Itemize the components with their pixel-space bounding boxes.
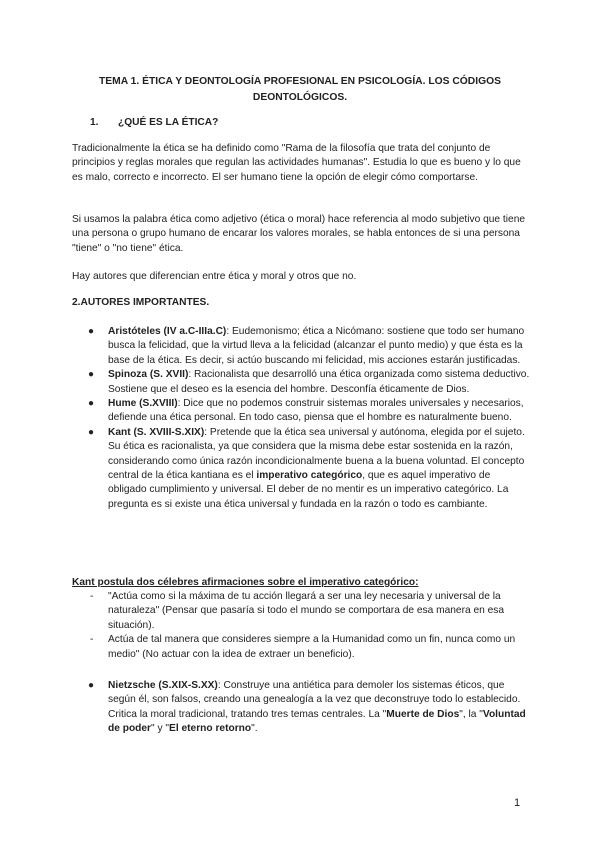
kant-quote-item bbox=[90, 633, 528, 662]
page-number: 1 bbox=[514, 797, 521, 809]
section-1-heading bbox=[90, 116, 218, 130]
section-1-heading-text: ¿QUÉ ES LA ÉTICA? bbox=[118, 117, 219, 128]
kant-quote-text: Actúa de tal manera que consideres siempre a la Humanidad como un fin, nunca como un medio" (No actuar con la idea de extraer un beneficio). bbox=[108, 634, 516, 660]
dash-marker: - bbox=[90, 634, 94, 646]
authors-list bbox=[88, 325, 530, 512]
author-description: : Dice que no podemos construir sistemas morales universales y necesarios, defiende una ética personal. En todo caso, piensa que el hombre es naturalmente bueno. bbox=[108, 398, 524, 424]
author-description-cont: , que es aquel imperativo de obligado cumplimiento y universal. El deber de no mentir es un imperativo categórico. La pregunta es si existe una ética universal y fundada en la razón o todo es cambiante. bbox=[108, 470, 509, 510]
author-name: Spinoza (S. XVII) bbox=[108, 369, 189, 381]
kant-subheading: Kant postula dos célebres afirmaciones sobre el imperativo categórico: bbox=[72, 577, 419, 588]
bullet-icon: ● bbox=[88, 426, 95, 438]
author-item-kant bbox=[88, 426, 530, 512]
author-description: : Racionalista que desarrolló una ética organizada como sistema deductivo. Sostiene que el deseo es la esencia del hombre. Desconfía éticamente de Dios. bbox=[108, 369, 530, 395]
bullet-icon: ● bbox=[88, 369, 95, 381]
section-2-heading: 2.AUTORES IMPORTANTES. bbox=[72, 297, 210, 308]
author-description-end: ". bbox=[251, 723, 258, 735]
ethics-adjective-paragraph: Si usamos la palabra ética como adjetivo (ética o moral) hace referencia al modo subjetivo que tiene una persona o grupo humano de encarar los valores morales, se habla entonces de si una persona "tiene" o "no tiene" ética. bbox=[72, 214, 526, 254]
author-item-nietzsche bbox=[88, 679, 530, 737]
author-description: : Construye una antiética para demoler los sistemas éticos, que según él, son falsos, creando una genealogía a la vez que deconstruye todo lo establecido. Critica la moral tradicional, tratando tres temas centrales. La " bbox=[108, 680, 521, 720]
author-description: : Pretende que la ética sea universal y autónoma, elegida por el sujeto. Su ética es racionalista, ya que considera que la misma debe estar sostenida en la razón, considerando como única razón incondicionalmente buena a la buena voluntad. El concepto central de la ética kantiana es el bbox=[108, 426, 525, 482]
section-1-number: 1. bbox=[90, 117, 99, 128]
author-name: Aristóteles (IV a.C-IIIa.C) bbox=[108, 326, 227, 337]
author-description-cont: ", la " bbox=[459, 708, 483, 720]
author-description: : Eudemonismo; ética a Nicómano: sostiene que todo ser humano busca la felicidad, que la virtud lleva a la felicidad (alcanzar el punto medio) y que ésta es la base de la ética. Es decir, si actúo buscando mi felicidad, mis acciones estarán justificadas. bbox=[108, 326, 525, 366]
author-name: Kant (S. XVIII-S.XIX) bbox=[108, 426, 205, 438]
kant-quote-item bbox=[90, 590, 528, 633]
authors-list-continued bbox=[88, 679, 530, 737]
ethics-definition-paragraph: Tradicionalmente la ética se ha definido como "Rama de la filosofía que trata del conjunto de principios y reglas morales que regulan las actividades humanas". Estudia lo que es bueno y lo que es malo, correcto e incorrecto. El ser humano tiene la opción de elegir cómo comportarse. bbox=[72, 143, 521, 183]
bullet-icon: ● bbox=[88, 398, 95, 410]
author-item-aristoteles bbox=[88, 325, 530, 368]
author-name: Nietzsche (S.XIX-S.XX) bbox=[108, 680, 218, 691]
author-item-spinoza bbox=[88, 368, 530, 397]
will-to-power-term: Voluntad de poder bbox=[108, 708, 526, 735]
kant-quote-text: "Actúa como si la máxima de tu acción llegará a ser una ley necesaria y universal de la naturaleza" (Pensar que pasaría si todo el mundo se comportara de esa manera en esa situación). bbox=[108, 591, 505, 631]
bullet-icon: ● bbox=[88, 680, 95, 691]
death-of-god-term: Muerte de Dios bbox=[386, 708, 460, 720]
author-name: Hume (S.XVIII) bbox=[108, 398, 178, 410]
ethics-moral-paragraph: Hay autores que diferencian entre ética y moral y otros que no. bbox=[72, 271, 357, 282]
bullet-icon: ● bbox=[88, 326, 95, 337]
categorical-imperative-term: imperativo categórico bbox=[256, 470, 363, 482]
document-title: TEMA 1. ÉTICA Y DEONTOLOGÍA PROFESIONAL EN PSICOLOGÍA. LOS CÓDIGOS DEONTOLÓGICOS. bbox=[98, 76, 501, 103]
kant-quotes-list bbox=[90, 590, 528, 662]
author-description-cont: " y " bbox=[151, 723, 170, 735]
author-item-hume bbox=[88, 397, 530, 426]
eternal-return-term: El eterno retorno bbox=[169, 723, 252, 735]
dash-marker: - bbox=[90, 591, 94, 602]
